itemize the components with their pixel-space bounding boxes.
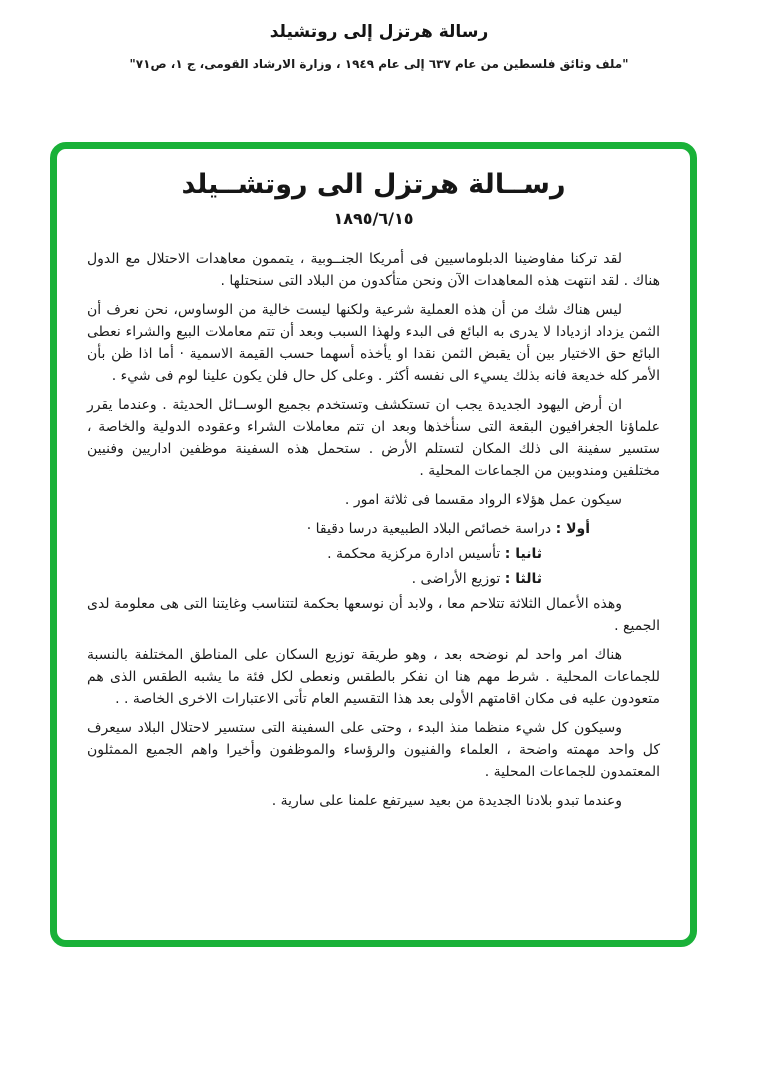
paragraph: وعندما تبدو بلادنا الجديدة من بعيد سيرتفع علمنا على سارية . xyxy=(271,793,622,809)
paragraph: ان أرض اليهود الجديدة يجب ان تستكشف وتستخدم بجميع الوســائل الحديثة . وعندما يقرر علماؤنا الجغرافيون البقعة التى سنأخذها وبعد ان تتم معاملات الشراء وعقوده الدولية والخاصة ، ستسير سفينة الى ذلك المكان لتستلم الأرض . ستحمل هذه السفينة موظفين اداريين وفنيين مختلفين ومندوبين من الجماعات المحلية . xyxy=(87,397,660,479)
list-item xyxy=(87,568,542,590)
page-title: رسالة هرتزل إلى روتشيلد xyxy=(269,22,489,42)
letter-frame xyxy=(50,142,697,947)
paragraph: ليس هناك شك من أن هذه العملية شرعية ولكنها ليست خالية من الوساوس، نحن نعرف أن الثمن يزداد ازديادا لا يدرى به البائع فى البدء ولهذا السبب وبعد أن تتم معاملات البيع والشراء نعطى البائع حق الاختيار بين أن يقبض الثمن نقدا او يأخذه أسهما حسب القيمة الاسمية · أما اذا ظن بأن الأمر كله خديعة فانه بذلك يسيء الى نفسه أكثر . وعلى كل حال فلن يكون علينا لوم فى شيء . xyxy=(87,302,660,384)
page-header xyxy=(0,0,758,71)
list-item-label: ثالثا : xyxy=(504,571,542,587)
paragraph: هناك امر واحد لم نوضحه بعد ، وهو طريقة توزيع السكان على المناطق المختلفة بالنسبة للجماعات المحلية . شرط مهم هنا ان نفكر بالطقس ونعطى لكل فئة ما يشبه الطقس الذى هم متعودون عليه فى مكان اقامتهم الأولى بعد هذا التقسيم العام تأتى الاعتبارات الاخرى الخاصة . . xyxy=(87,647,660,707)
paragraph: وسيكون كل شيء منظما منذ البدء ، وحتى على السفينة التى ستسير لاحتلال البلاد سيعرف كل واحد مهمته واضحة ، العلماء والفنيون والرؤساء والموظفون وأخيرا واهم الجميع الممثلون المعتمدون للجماعات المحلية . xyxy=(87,720,660,780)
list-item-label: ثانيا : xyxy=(504,546,542,562)
list-item-text: توزيع الأراضى . xyxy=(411,571,501,587)
source-citation: "ملف وثائق فلسطين من عام ٦٣٧ إلى عام ١٩٤٩ ، وزارة الارشاد القومى، ج ١، ص٧١" xyxy=(129,57,629,71)
list-item xyxy=(87,518,590,540)
list-item-label: أولا : xyxy=(555,521,590,537)
paragraph: وهذه الأعمال الثلاثة تتلاحم معا ، ولابد أن نوسعها بحكمة لتتناسب وغايتنا التى هى معلومة لدى الجميع . xyxy=(87,596,660,634)
list-item-text: تأسيس ادارة مركزية محكمة . xyxy=(327,546,501,562)
letter-body xyxy=(87,248,660,812)
letter-title: رســالة هرتزل الى روتشــيلد xyxy=(181,169,566,200)
letter-date: ١٨٩٥/٦/١٥ xyxy=(333,209,414,228)
list-item xyxy=(87,543,542,565)
list-item-text: دراسة خصائص البلاد الطبيعية درسا دقيقا · xyxy=(306,521,552,537)
division-intro: سيكون عمل هؤلاء الرواد مقسما فى ثلاثة امور . xyxy=(344,492,622,508)
paragraph: لقد تركنا مفاوضينا الدبلوماسيين فى أمريكا الجنــوبية ، يتممون معاهدات الاحتلال مع الدول هناك . لقد انتهت هذه المعاهدات الآن ونحن متأكدون من البلاد التى سنحتلها . xyxy=(87,251,660,289)
